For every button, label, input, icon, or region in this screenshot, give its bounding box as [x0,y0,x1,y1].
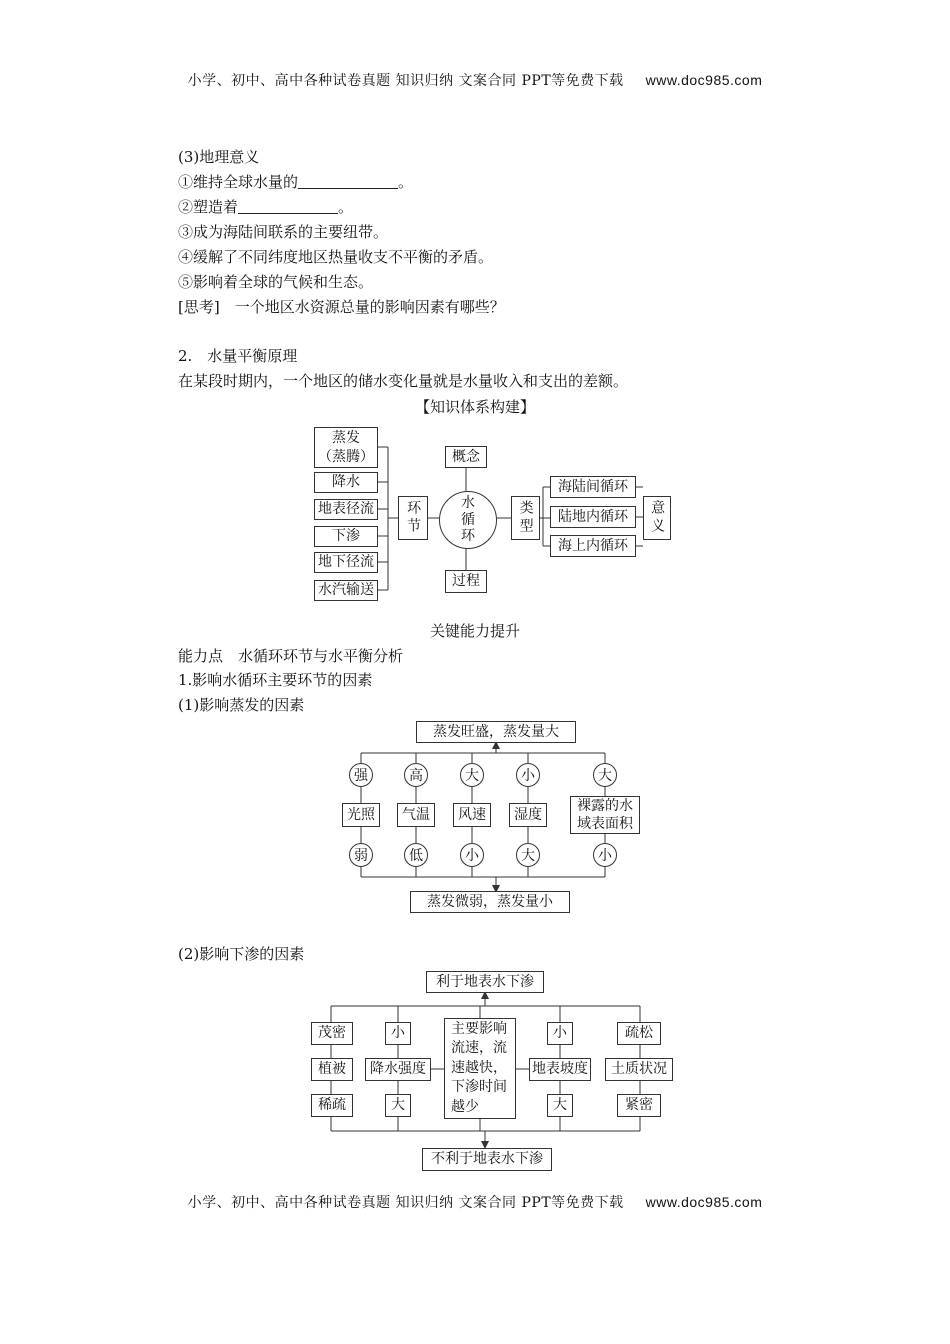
types-box: 类型 [511,496,540,540]
section2-body: 在某段时期内，一个地区的储水变化量就是水量收入和支出的差额。 [178,372,629,390]
evap-temp-up: 高 [404,763,428,787]
header-site: www.doc985.com [645,72,763,88]
left-item-precipitation: 降水 [314,472,378,493]
sub-heading-1: 1.影响水循环主要环节的因素 [178,671,373,689]
evap-area-down: 小 [593,843,617,867]
left-item-infiltration: 下渗 [314,526,378,547]
evap-bottom-box: 蒸发微弱，蒸发量小 [410,891,570,913]
item1-text: ①维持全球水量的 [178,173,299,191]
factor-water-area: 裸露的水 域表面积 [570,796,640,834]
think-question: [思考] 一个地区水资源总量的影响因素有哪些？ [178,298,505,316]
key-ability-title: 关键能力提升 [429,622,520,640]
section3-item4: ④缓解了不同纬度地区热量收支不平衡的矛盾。 [178,248,494,266]
left-item-evaporation: 蒸发 （蒸腾） [314,427,378,468]
infil-top-box: 利于地表水下渗 [426,971,544,993]
soil-up: 疏松 [617,1022,661,1045]
type-ocean: 海上内循环 [550,535,636,557]
process-box: 过程 [445,570,487,593]
sub-heading-1a: (1)影响蒸发的因素 [178,696,305,714]
rain-intensity-down: 大 [385,1094,411,1117]
evap-humidity-up: 小 [516,763,540,787]
sub-heading-1b: (2)影响下渗的因素 [178,945,305,963]
soil-down: 紧密 [617,1094,661,1117]
section3-heading: (3)地理意义 [178,148,260,166]
footer-site: www.doc985.com [645,1194,763,1210]
slope-box: 地表坡度 [529,1058,591,1081]
center-water-cycle: 水 循 环 [439,491,497,549]
item2-end: 。 [338,198,354,216]
factor-temperature: 气温 [397,803,435,827]
soil-box: 土质状况 [605,1058,673,1081]
huanjie-box: 环节 [398,496,428,540]
vegetation-up: 茂密 [311,1022,353,1045]
evap-light-down: 弱 [349,843,373,867]
section3-item5: ⑤影响着全球的气候和生态。 [178,273,374,291]
factor-light: 光照 [342,803,380,827]
item2-text: ②塑造着 [178,198,239,216]
rain-intensity-box: 降水强度 [365,1058,431,1081]
section3-item3: ③成为海陆间联系的主要纽带。 [178,223,389,241]
evap-light-up: 强 [349,763,373,787]
type-sea-land: 海陆间循环 [550,476,636,498]
page-footer [0,1192,950,1212]
left-item-surface-runoff: 地表径流 [314,499,378,520]
vegetation-box: 植被 [311,1058,353,1081]
evap-temp-down: 低 [404,843,428,867]
ability-point: 能力点 水循环环节与水平衡分析 [178,647,404,665]
evap-wind-down: 小 [460,843,484,867]
factor-humidity: 湿度 [509,803,547,827]
rain-intensity-up: 小 [385,1022,411,1045]
meaning-box: 意义 [643,496,671,540]
footer-text: 小学、初中、高中各种试卷真题 知识归纳 文案合同 PPT等免费下载 [187,1195,624,1211]
diagram1-title: 【知识体系构建】 [414,398,535,416]
header-text: 小学、初中、高中各种试卷真题 知识归纳 文案合同 PPT等免费下载 [187,73,624,89]
evap-area-up: 大 [593,763,617,787]
slope-up: 小 [547,1022,573,1045]
slope-down: 大 [547,1094,573,1117]
infil-center-note: 主要影响 流速，流 速越快， 下渗时间 越少 [444,1018,516,1119]
factor-wind-speed: 风速 [453,803,491,827]
left-item-groundwater-runoff: 地下径流 [314,552,378,573]
type-inland: 陆地内循环 [550,506,636,528]
vegetation-down: 稀疏 [311,1094,353,1117]
section2-heading: 2. 水量平衡原理 [178,347,298,365]
evap-top-box: 蒸发旺盛，蒸发量大 [416,721,576,743]
concept-box: 概念 [445,446,487,468]
evap-wind-up: 大 [460,763,484,787]
left-item-vapor-transport: 水汽输送 [314,580,378,601]
item1-end: 。 [398,173,414,191]
infil-bottom-box: 不利于地表水下渗 [422,1148,552,1171]
evap-humidity-down: 大 [516,843,540,867]
